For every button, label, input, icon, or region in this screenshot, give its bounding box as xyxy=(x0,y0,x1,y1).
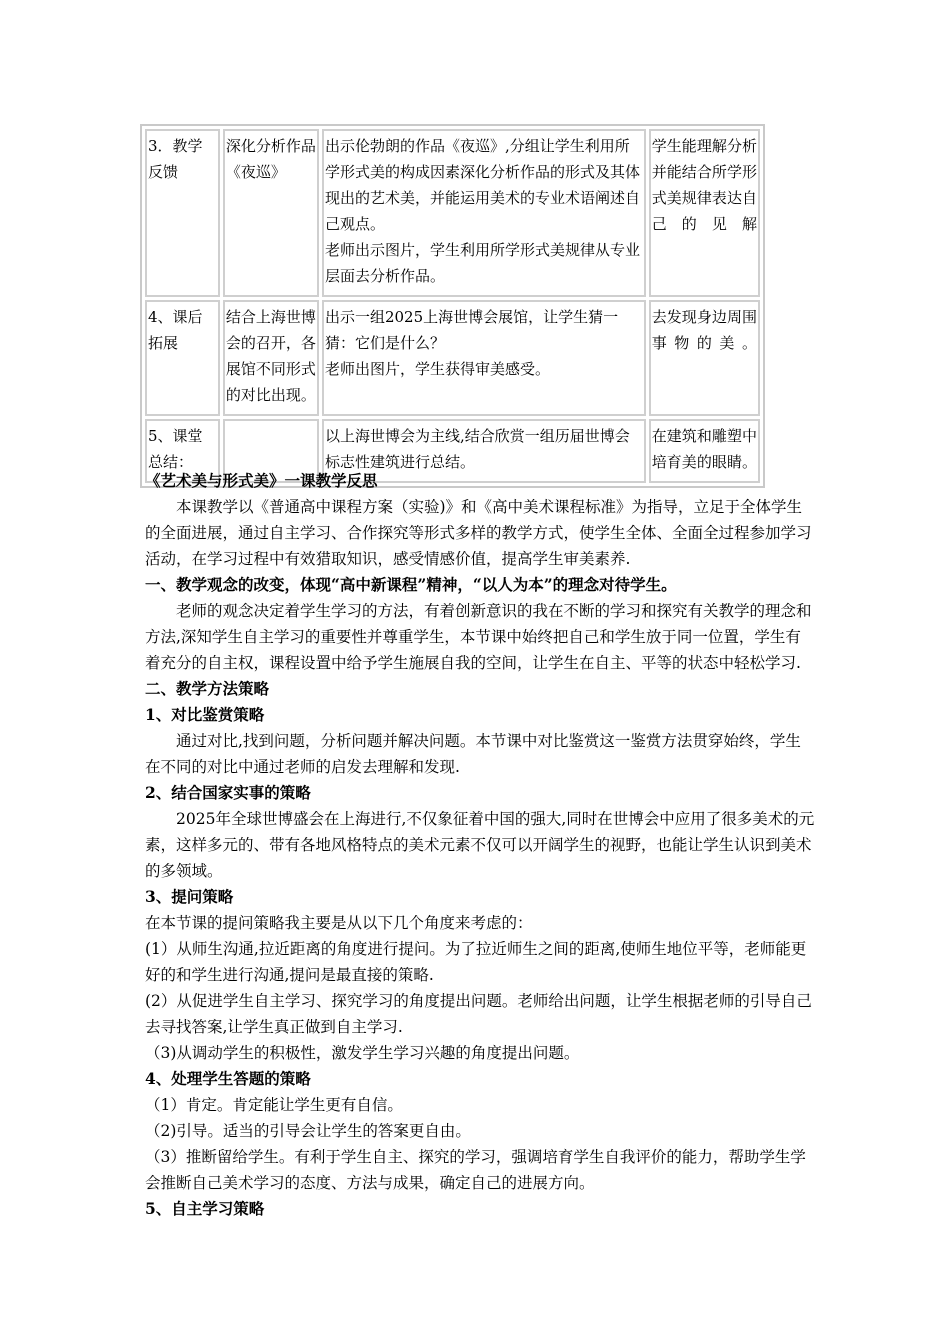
strategy-5-title: 5、自主学习策略 xyxy=(145,1199,265,1218)
table-cell-stage: 5、课堂总结： xyxy=(145,419,220,483)
strategy-1-title: 1、对比鉴赏策略 xyxy=(145,705,265,724)
section-heading-2: 二、教学方法策略 xyxy=(145,679,270,698)
strategy-4-item-2: （2)引导。适当的引导会让学生的答案更自由。 xyxy=(145,1122,471,1140)
lesson-plan-table xyxy=(140,124,765,488)
strategy-3-intro: 在本节课的提问策略我主要是从以下几个角度来考虑的： xyxy=(145,914,533,932)
table-cell-stage: 3．教学反馈 xyxy=(145,129,220,297)
strategy-3-title: 3、提问策略 xyxy=(145,887,234,906)
paragraph-1: 老师的观念决定着学生学习的方法，有着创新意识的我在不断的学习和探究有关教学的理念和方法,深知学生自主学习的重要性并尊重学生，本节课中始终把自己和学生放于同一位置，学生有着充分的自主权，课程设置中给予学生施展自我的空间，让学生在自主、平等的状态中轻松学习. xyxy=(145,602,812,672)
strategy-2-title: 2、结合国家实事的策略 xyxy=(145,783,311,802)
table-cell-activity: 以上海世博会为主线,结合欣赏一组历届世博会标志性建筑进行总结。 xyxy=(322,419,646,483)
table-cell-content: 结合上海世博会的召开，各展馆不同形式的对比出现。 xyxy=(223,300,319,416)
table-cell-content: 深化分析作品《夜巡》 xyxy=(223,129,319,297)
strategy-1-text: 通过对比,找到问题，分析问题并解决问题。本节课中对比鉴赏这一鉴赏方法贯穿始终，学生在不同的对比中通过老师的启发去理解和发现. xyxy=(145,732,801,776)
table-row xyxy=(145,300,760,416)
strategy-4-item-1: （1）肯定。肯定能让学生更有自信。 xyxy=(145,1096,403,1114)
table-cell-goal: 在建筑和雕塑中培育美的眼睛。 xyxy=(649,419,760,483)
reflection-section xyxy=(145,468,815,1222)
strategy-3-item-3: （3)从调动学生的积极性，激发学生学习兴趣的角度提出问题。 xyxy=(145,1044,580,1062)
table-row xyxy=(145,129,760,297)
table-cell-stage: 4、课后拓展 xyxy=(145,300,220,416)
strategy-3-item-1: (1）从师生沟通,拉近距离的角度进行提问。为了拉近师生之间的距离,使师生地位平等，老师能更好的和学生进行沟通,提问是最直接的策略. xyxy=(145,940,807,984)
strategy-4-item-3: （3）推断留给学生。有利于学生自主、探究的学习，强调培育学生自我评价的能力，帮助学生学会推断自己美术学习的态度、方法与成果，确定自己的进展方向。 xyxy=(145,1148,806,1192)
strategy-2-text: 2025年全球世博盛会在上海进行,不仅象征着中国的强大,同时在世博会中应用了很多美术的元素，这样多元的、带有各地风格特点的美术元素不仅可以开阔学生的视野，也能让学生认识到美术的多领域。 xyxy=(145,810,815,880)
reflection-title: 《艺术美与形式美》一课教学反思 xyxy=(145,471,378,490)
intro-paragraph: 本课教学以《普通高中课程方案（实验)》和《高中美术课程标准》为指导，立足于全体学生的全面进展，通过自主学习、合作探究等形式多样的教学方式，使学生全体、全面全过程参加学习活动，在学习过程中有效猎取知识，感受情感价值，提高学生审美素养. xyxy=(145,498,812,568)
table-cell-goal: 去发现身边周围事物的美。 xyxy=(649,300,760,416)
strategy-3-item-2: (2）从促进学生自主学习、探究学习的角度提出问题。老师给出问题，让学生根据老师的引导自己去寻找答案,让学生真正做到自主学习. xyxy=(145,992,812,1036)
table-cell-activity: 出示一组2025上海世博会展馆，让学生猜一猜：它们是什么？ 老师出图片，学生获得审美感受。 xyxy=(322,300,646,416)
strategy-4-title: 4、处理学生答题的策略 xyxy=(145,1069,311,1088)
section-heading-1: 一、教学观念的改变，体现“高中新课程”精神，“以人为本”的理念对待学生。 xyxy=(145,575,677,594)
table-cell-goal: 学生能理解分析并能结合所学形式美规律表达自己的见解 xyxy=(649,129,760,297)
table-cell-activity: 出示伦勃朗的作品《夜巡》,分组让学生利用所学形式美的构成因素深化分析作品的形式及其体现出的艺术美，并能运用美术的专业术语阐述自己观点。 老师出示图片，学生利用所学形式美规律从专业层面去分析作品。 xyxy=(322,129,646,297)
